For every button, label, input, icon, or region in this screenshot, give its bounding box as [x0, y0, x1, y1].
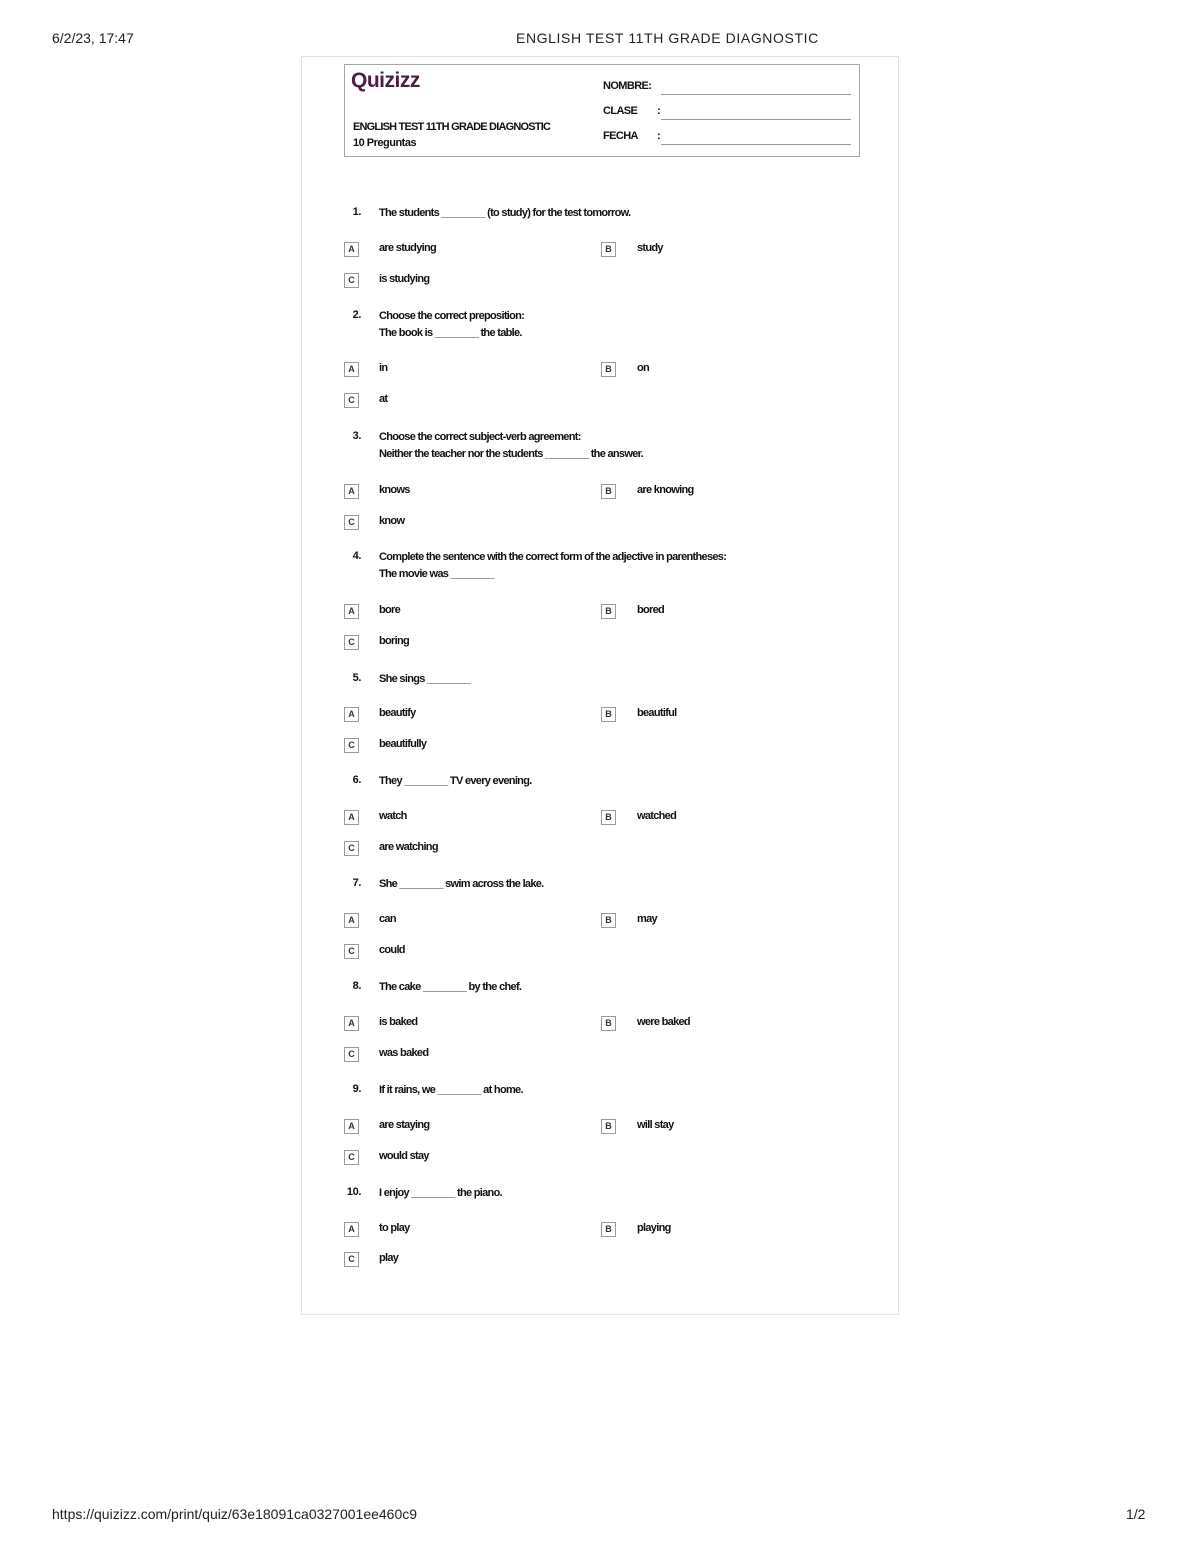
question-text: Choose the correct preposition: The book is ________ the table. [379, 310, 525, 339]
option-a-text[interactable]: can [379, 913, 396, 925]
option-c-badge[interactable]: C [344, 841, 359, 856]
question-number: 5. [352, 672, 361, 684]
option-a-badge[interactable]: A [344, 1222, 359, 1237]
option-b-text[interactable]: study [637, 242, 663, 254]
field-fecha-line[interactable] [661, 144, 851, 145]
option-c-badge[interactable]: C [344, 635, 359, 650]
field-fecha-colon: : [657, 130, 661, 142]
option-b-text[interactable]: bored [637, 604, 665, 616]
option-c-text[interactable]: play [379, 1252, 399, 1264]
option-a-text[interactable]: is baked [379, 1016, 418, 1028]
option-a-badge[interactable]: A [344, 810, 359, 825]
option-c-badge[interactable]: C [344, 738, 359, 753]
option-c-text[interactable]: beautifully [379, 738, 427, 750]
question-number: 10. [346, 1186, 361, 1198]
question-text: The students ________ (to study) for the test tomorrow. [379, 207, 631, 219]
option-b-text[interactable]: may [637, 913, 657, 925]
print-title: ENGLISH TEST 11TH GRADE DIAGNOSTIC [516, 30, 819, 46]
option-a-text[interactable]: are staying [379, 1119, 430, 1131]
option-c-badge[interactable]: C [344, 515, 359, 530]
option-c-text[interactable]: know [379, 515, 405, 527]
question-text: The cake ________ by the chef. [379, 981, 522, 993]
field-clase-label: CLASE [603, 105, 638, 117]
question-number: 8. [352, 980, 361, 992]
field-clase-line[interactable] [661, 119, 851, 120]
option-a-text[interactable]: beautify [379, 707, 416, 719]
option-b-badge[interactable]: B [601, 484, 616, 499]
question-count: 10 Preguntas [353, 137, 417, 149]
option-a-text[interactable]: knows [379, 484, 410, 496]
option-a-badge[interactable]: A [344, 1119, 359, 1134]
question-number: 2. [352, 309, 361, 321]
quiz-header-box [344, 64, 860, 157]
quiz-title: ENGLISH TEST 11TH GRADE DIAGNOSTIC [353, 121, 551, 133]
field-nombre-label: NOMBRE: [603, 80, 652, 92]
option-c-text[interactable]: are watching [379, 841, 438, 853]
option-c-text[interactable]: would stay [379, 1150, 429, 1162]
option-c-text[interactable]: was baked [379, 1047, 429, 1059]
question-text: Complete the sentence with the correct form of the adjective in parentheses: The movie was ________ [379, 551, 727, 580]
question-number: 4. [352, 550, 361, 562]
option-b-text[interactable]: beautiful [637, 707, 677, 719]
question-text: If it rains, we ________ at home. [379, 1084, 523, 1096]
print-footer-url: https://quizizz.com/print/quiz/63e18091ca0327001ee460c9 [52, 1506, 418, 1522]
option-a-badge[interactable]: A [344, 362, 359, 377]
field-nombre-line[interactable] [661, 94, 851, 95]
question-number: 3. [352, 430, 361, 442]
question-text: She sings ________ [379, 673, 471, 685]
field-clase-colon: : [657, 105, 661, 117]
option-a-text[interactable]: are studying [379, 242, 437, 254]
field-nombre [603, 80, 657, 92]
option-c-text[interactable]: at [379, 393, 388, 405]
field-fecha-label: FECHA [603, 130, 638, 142]
option-b-badge[interactable]: B [601, 1119, 616, 1134]
option-c-text[interactable]: is studying [379, 273, 430, 285]
option-c-text[interactable]: could [379, 944, 405, 956]
option-a-text[interactable]: to play [379, 1222, 410, 1234]
option-b-text[interactable]: will stay [637, 1119, 674, 1131]
option-a-badge[interactable]: A [344, 242, 359, 257]
question-text: I enjoy ________ the piano. [379, 1187, 502, 1199]
option-a-badge[interactable]: A [344, 913, 359, 928]
option-b-text[interactable]: are knowing [637, 484, 694, 496]
option-b-badge[interactable]: B [601, 810, 616, 825]
option-b-badge[interactable]: B [601, 707, 616, 722]
option-b-text[interactable]: playing [637, 1222, 671, 1234]
option-c-badge[interactable]: C [344, 393, 359, 408]
option-b-badge[interactable]: B [601, 362, 616, 377]
option-c-badge[interactable]: C [344, 1252, 359, 1267]
option-b-badge[interactable]: B [601, 1222, 616, 1237]
option-c-badge[interactable]: C [344, 1150, 359, 1165]
question-number: 1. [352, 206, 361, 218]
question-number: 7. [352, 877, 361, 889]
option-b-text[interactable]: watched [637, 810, 677, 822]
option-b-badge[interactable]: B [601, 1016, 616, 1031]
option-c-badge[interactable]: C [344, 944, 359, 959]
option-c-text[interactable]: boring [379, 635, 410, 647]
quizizz-logo: Quizizz [351, 69, 420, 92]
option-b-badge[interactable]: B [601, 604, 616, 619]
option-a-badge[interactable]: A [344, 604, 359, 619]
print-date: 6/2/23, 17:47 [52, 30, 134, 46]
question-number: 6. [352, 774, 361, 786]
field-clase [603, 105, 660, 117]
option-a-text[interactable]: watch [379, 810, 407, 822]
option-b-badge[interactable]: B [601, 242, 616, 257]
option-a-badge[interactable]: A [344, 707, 359, 722]
option-c-badge[interactable]: C [344, 273, 359, 288]
option-a-badge[interactable]: A [344, 484, 359, 499]
question-text: They ________ TV every evening. [379, 775, 532, 787]
question-text: She ________ swim across the lake. [379, 878, 544, 890]
print-footer-page: 1/2 [1126, 1506, 1146, 1522]
quiz-sheet [301, 56, 899, 1315]
question-text: Choose the correct subject-verb agreement: Neither the teacher nor the students ________ the answer. [379, 431, 643, 460]
option-b-text[interactable]: were baked [637, 1016, 690, 1028]
option-b-badge[interactable]: B [601, 913, 616, 928]
option-a-text[interactable]: in [379, 362, 388, 374]
field-fecha [603, 130, 660, 142]
option-b-text[interactable]: on [637, 362, 650, 374]
question-number: 9. [352, 1083, 361, 1095]
option-a-text[interactable]: bore [379, 604, 401, 616]
option-c-badge[interactable]: C [344, 1047, 359, 1062]
option-a-badge[interactable]: A [344, 1016, 359, 1031]
